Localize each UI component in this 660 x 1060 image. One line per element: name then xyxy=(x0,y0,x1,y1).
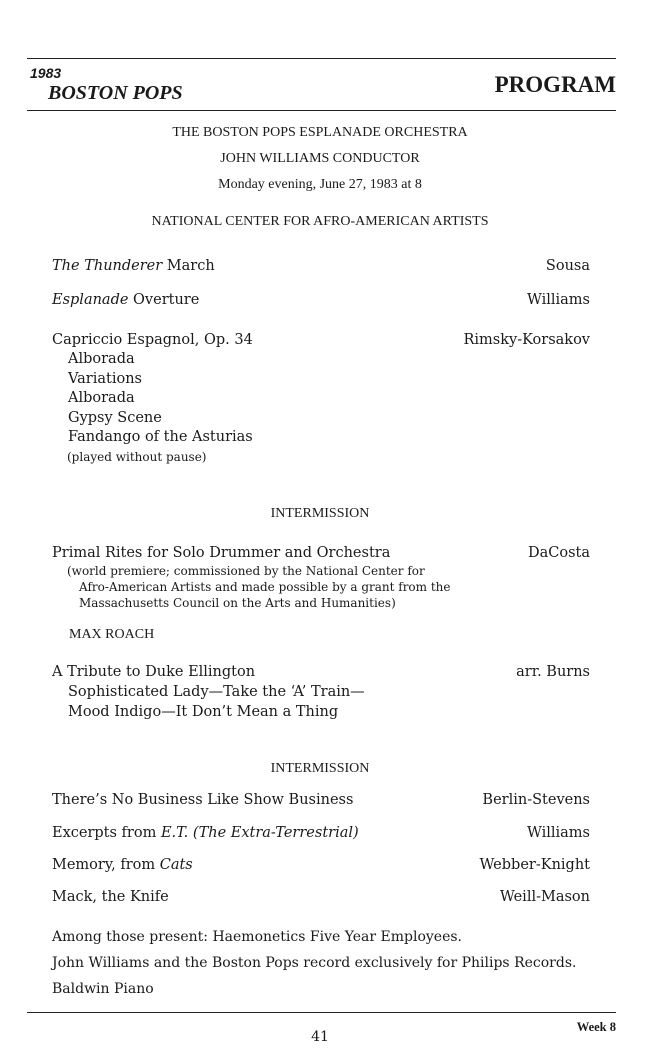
work-title-italic: E.T. (The Extra-Terrestrial) xyxy=(160,825,359,841)
note-line: Afro-American Artists and made possible by a grant from the xyxy=(79,580,451,594)
header-brand: BOSTON POPS xyxy=(48,82,183,104)
work-title-primal-rites: Primal Rites for Solo Drummer and Orchestra xyxy=(52,545,391,561)
guests-note: Among those present: Haemonetics Five Year Employees. xyxy=(52,929,462,945)
top-rule xyxy=(27,58,616,59)
work-title-esplanade xyxy=(52,292,199,308)
work-title-thunderer xyxy=(52,258,215,274)
work-title-italic: Cats xyxy=(159,857,193,873)
week-label: Week 8 xyxy=(576,1020,616,1034)
work-title-plain: Memory, from xyxy=(52,857,160,873)
composer-dacosta: DaCosta xyxy=(527,545,590,561)
medley-line: Mood Indigo—It Don’t Mean a Thing xyxy=(68,703,339,720)
capriccio-note: (played without pause) xyxy=(67,450,207,464)
bottom-rule xyxy=(27,1012,616,1013)
composer-burns: arr. Burns xyxy=(516,664,590,680)
orchestra-name: THE BOSTON POPS ESPLANADE ORCHESTRA xyxy=(172,125,468,140)
composer-williams-et: Williams xyxy=(526,825,590,841)
soloist-name: MAX ROACH xyxy=(69,627,155,642)
composer-berlin-stevens: Berlin-Stevens xyxy=(482,792,590,808)
composer-rimsky-korsakov: Rimsky-Korsakov xyxy=(463,332,590,348)
movement-item: Variations xyxy=(68,370,142,387)
work-title-italic: Esplanade xyxy=(52,292,129,308)
work-title-italic: The Thunderer xyxy=(52,258,163,274)
event-title: NATIONAL CENTER FOR AFRO-AMERICAN ARTISTS xyxy=(151,214,489,229)
composer-williams: Williams xyxy=(526,292,590,308)
movement-list xyxy=(68,350,253,448)
work-title-capriccio: Capriccio Espagnol, Op. 34 xyxy=(52,332,253,348)
primal-rites-note xyxy=(67,563,451,611)
movement-item: Fandango of the Asturias xyxy=(68,429,253,445)
work-title-et xyxy=(52,825,359,841)
medley-line: Sophisticated Lady—Take the ‘A’ Train— xyxy=(68,684,365,700)
movement-item: Gypsy Scene xyxy=(68,409,162,426)
records-note: John Williams and the Boston Pops record exclusively for Philips Records. xyxy=(52,955,577,971)
composer-sousa: Sousa xyxy=(545,258,590,274)
piano-note: Baldwin Piano xyxy=(52,981,154,997)
work-title-ellington: A Tribute to Duke Ellington xyxy=(52,664,256,680)
page-number: 41 xyxy=(311,1029,329,1045)
movement-item: Alborada xyxy=(68,390,135,406)
note-line: (world premiere; commissioned by the National Center for xyxy=(67,564,425,578)
note-line: Massachusetts Council on the Arts and Humanities) xyxy=(79,596,396,610)
composer-webber-knight: Webber-Knight xyxy=(479,857,590,873)
work-title-rest: March xyxy=(162,258,215,274)
work-title-plain: Excerpts from xyxy=(52,825,161,841)
work-title-memory xyxy=(52,857,193,873)
concert-date: Monday evening, June 27, 1983 at 8 xyxy=(218,177,422,192)
intermission-1: INTERMISSION xyxy=(270,506,370,521)
conductor-line: JOHN WILLIAMS CONDUCTOR xyxy=(220,151,420,166)
header-rule xyxy=(27,110,616,111)
header-section-title: PROGRAM xyxy=(494,72,616,97)
work-title-show-business: There’s No Business Like Show Business xyxy=(52,792,354,808)
work-title-mack-the-knife: Mack, the Knife xyxy=(52,889,169,905)
work-title-rest: Overture xyxy=(128,292,200,308)
ellington-medley xyxy=(68,683,365,722)
composer-weill-mason: Weill-Mason xyxy=(499,889,590,905)
movement-item: Alborada xyxy=(68,351,135,367)
intermission-2: INTERMISSION xyxy=(270,761,370,776)
header-year: 1983 xyxy=(30,65,62,81)
